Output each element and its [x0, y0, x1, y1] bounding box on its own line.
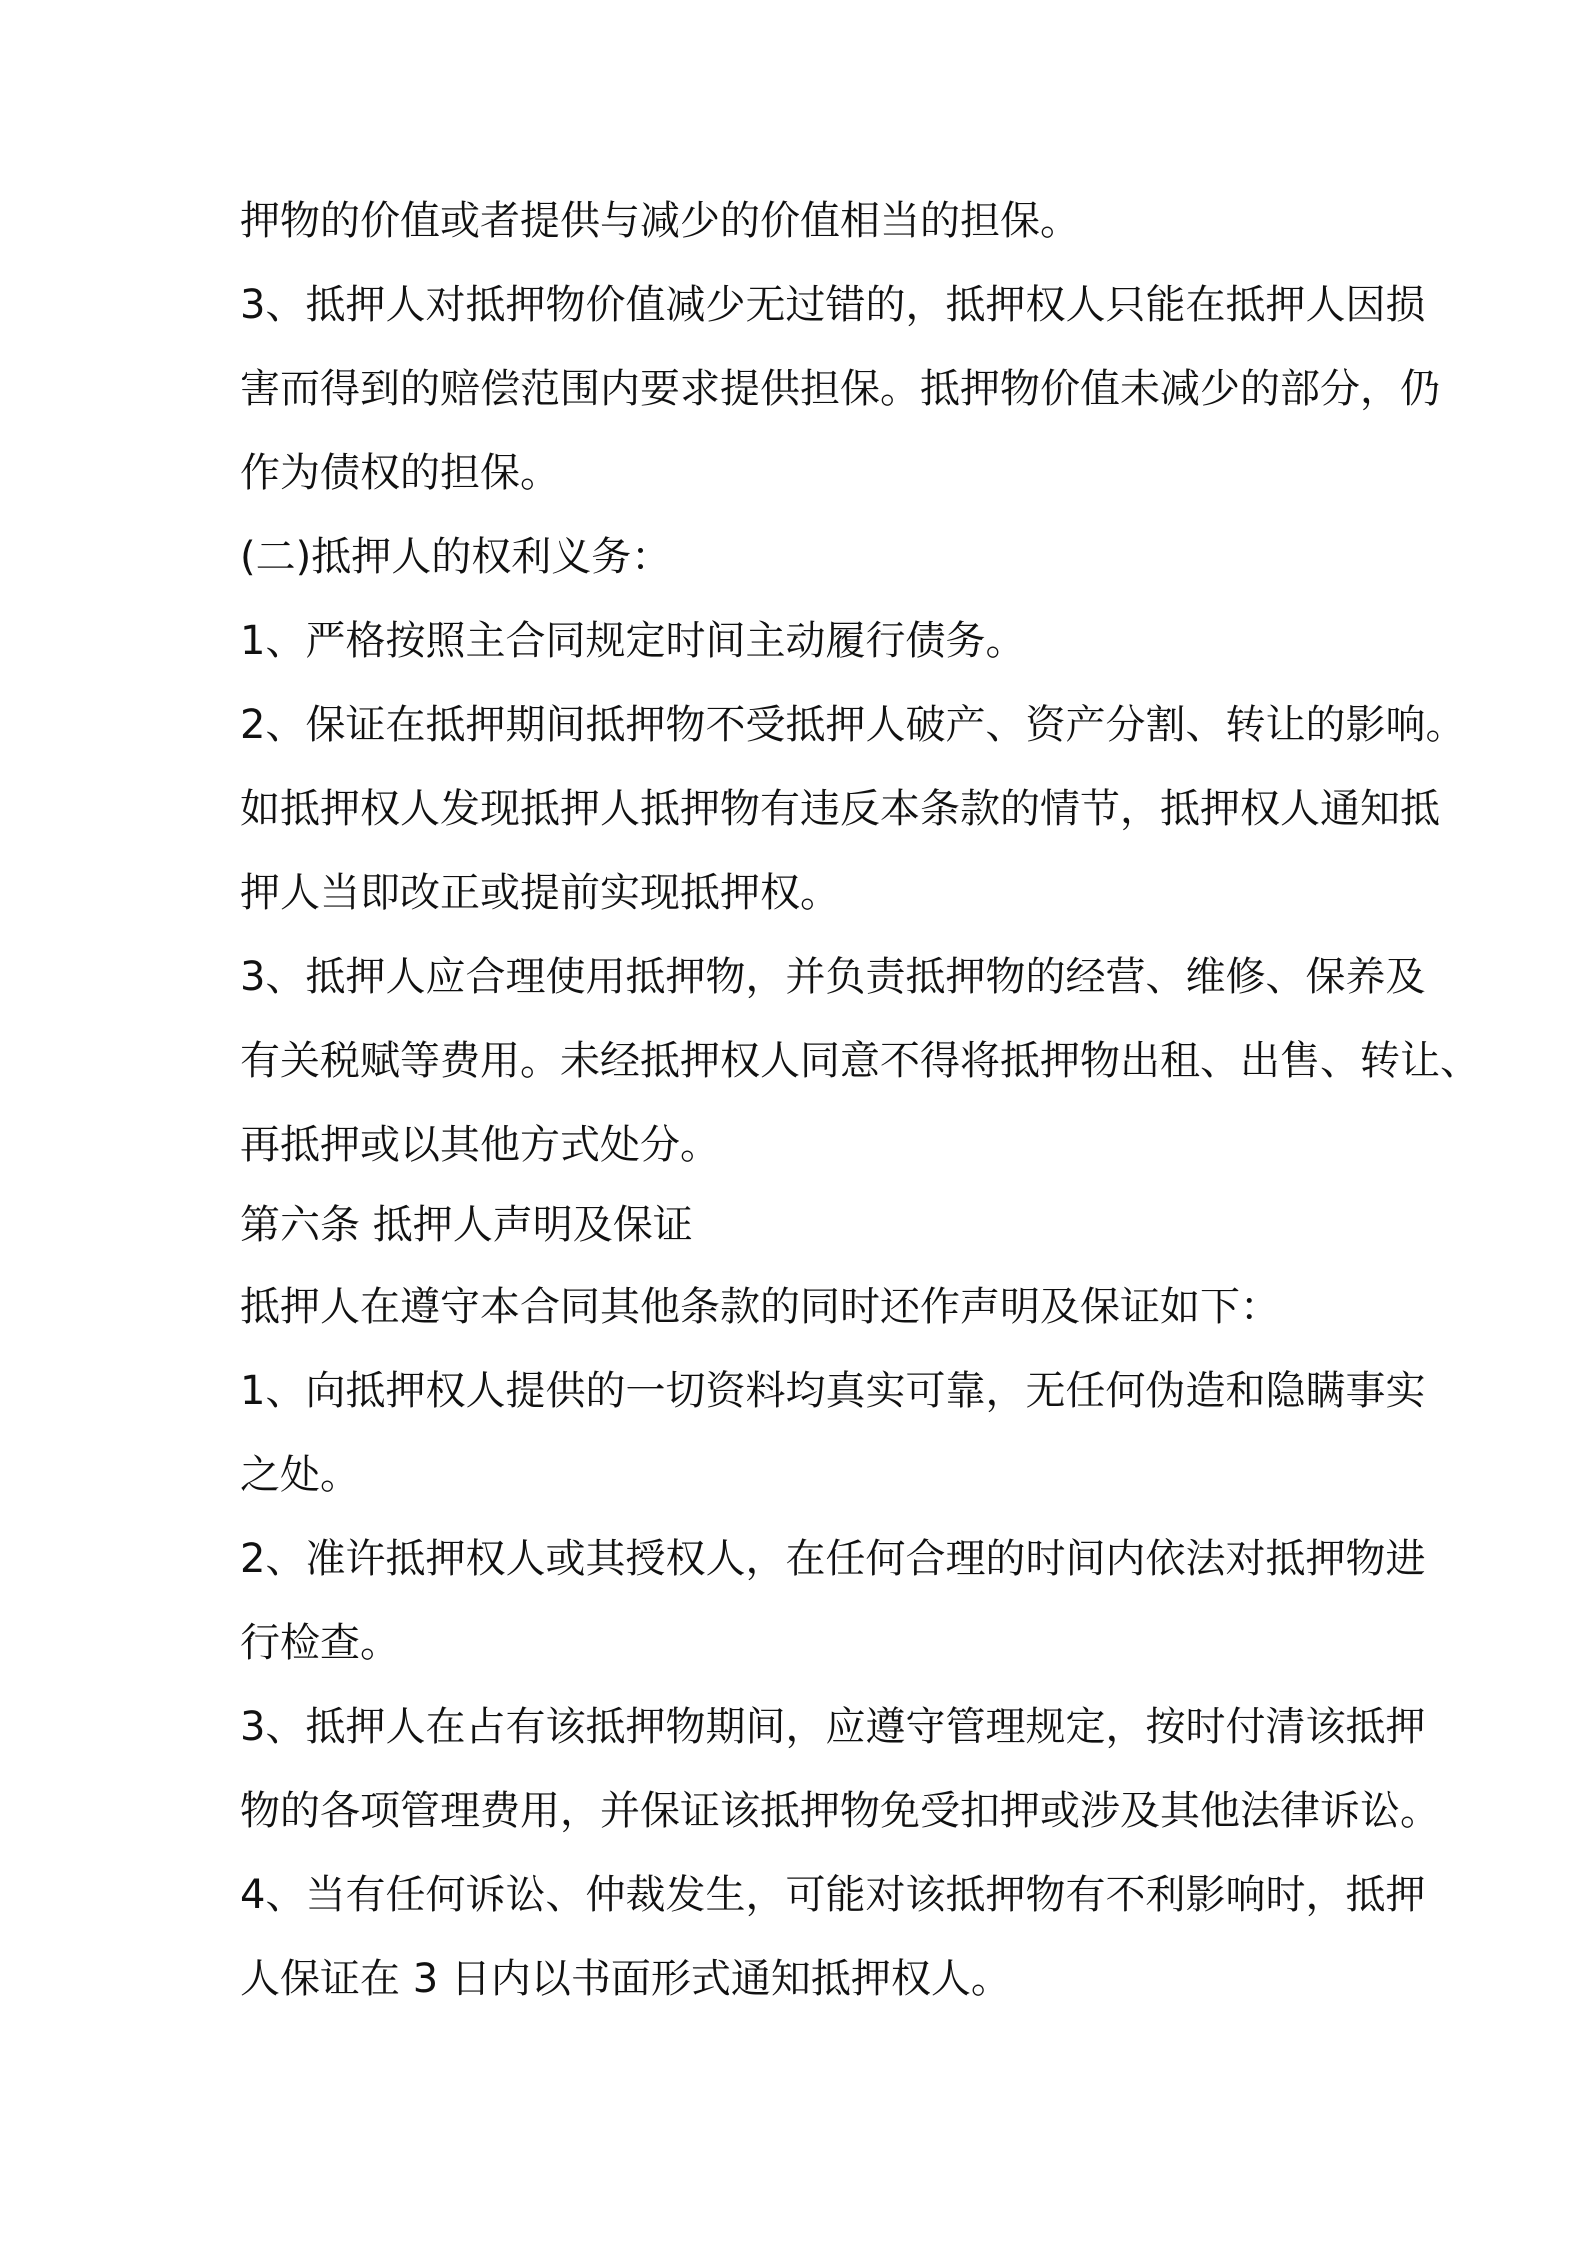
text-line: 3、抵押人在占有该抵押物期间，应遵守管理规定，按时付清该抵押 [240, 1704, 1426, 1750]
section-heading: (二)抵押人的权利义务： [240, 534, 672, 580]
text-line: 4、当有任何诉讼、仲裁发生，可能对该抵押物有不利影响时，抵押 [240, 1872, 1426, 1918]
text-line: 物的各项管理费用，并保证该抵押物免受扣押或涉及其他法律诉讼。 [240, 1788, 1440, 1834]
text-line: 押人当即改正或提前实现抵押权。 [240, 870, 840, 916]
text-line: 行检查。 [240, 1620, 400, 1666]
text-line: 作为债权的担保。 [240, 450, 560, 496]
text-line: 3、抵押人对抵押物价值减少无过错的，抵押权人只能在抵押人因损 [240, 282, 1426, 328]
text-line: 1、严格按照主合同规定时间主动履行债务。 [240, 618, 1026, 664]
text-line: 2、保证在抵押期间抵押物不受抵押人破产、资产分割、转让的影响。 [240, 702, 1466, 748]
text-line: 之处。 [240, 1452, 360, 1498]
text-line: 抵押人在遵守本合同其他条款的同时还作声明及保证如下： [240, 1284, 1280, 1330]
text-line: 2、准许抵押权人或其授权人，在任何合理的时间内依法对抵押物进 [240, 1536, 1426, 1582]
article-heading: 第六条 抵押人声明及保证 [240, 1202, 693, 1248]
text-line: 再抵押或以其他方式处分。 [240, 1122, 720, 1168]
text-line: 人保证在 3 日内以书面形式通知抵押权人。 [240, 1956, 1011, 2002]
text-line: 1、向抵押权人提供的一切资料均真实可靠，无任何伪造和隐瞒事实 [240, 1368, 1426, 1414]
text-line: 有关税赋等费用。未经抵押权人同意不得将抵押物出租、出售、转让、 [240, 1038, 1480, 1084]
text-line: 如抵押权人发现抵押人抵押物有违反本条款的情节，抵押权人通知抵 [240, 786, 1440, 832]
text-line: 3、抵押人应合理使用抵押物，并负责抵押物的经营、维修、保养及 [240, 954, 1426, 1000]
text-line: 害而得到的赔偿范围内要求提供担保。抵押物价值未减少的部分，仍 [240, 366, 1440, 412]
text-line: 押物的价值或者提供与减少的价值相当的担保。 [240, 198, 1080, 244]
